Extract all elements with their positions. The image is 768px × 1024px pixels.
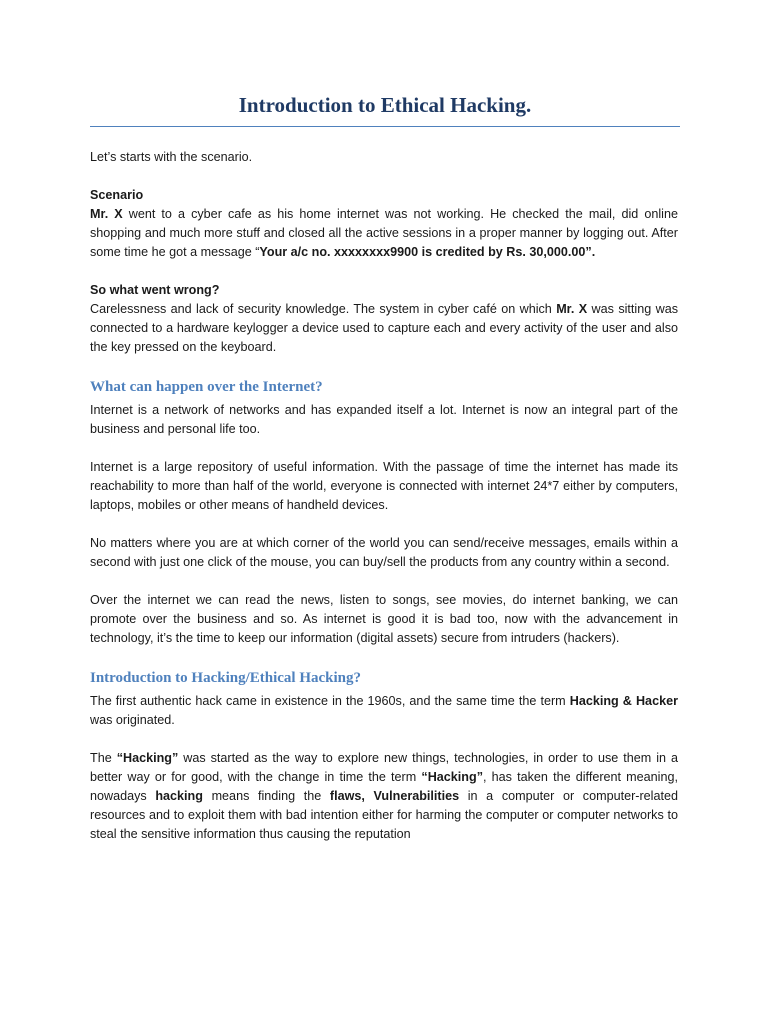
scenario-message: Your a/c no. xxxxxxxx9900 is credited by Rs. 30,000.00”.: [259, 245, 596, 259]
spacer: [90, 262, 678, 281]
text-run: was originated.: [90, 713, 175, 727]
bold-term: “Hacking”: [421, 770, 483, 784]
internet-paragraph-4: Over the internet we can read the news, listen to songs, see movies, do internet banking, we can promote over the business and so. As internet is good it is bad too, now with the advancement in technology, it’s the time to keep our information (digital assets) secure from intruders (hackers).: [90, 593, 678, 645]
text-run: in a computer or computer-related resources and to exploit them with bad intention either for harming the computer or computer networks to steal the sensitive information thus causing the reputation: [90, 789, 678, 841]
bold-term: hacking: [155, 789, 203, 803]
spacer: [90, 730, 678, 749]
person-name: Mr. X: [556, 302, 588, 316]
intro-paragraph: Let’s starts with the scenario.: [90, 150, 253, 164]
spacer: [90, 515, 678, 534]
internet-paragraph-2: Internet is a large repository of useful information. With the passage of time the internet has made its reachability to more than half of the world, everyone is connected with internet 24*7 either by computers, laptops, mobiles or other means of handheld devices.: [90, 460, 678, 512]
wrong-text-a: Carelessness and lack of security knowledge. The system in cyber café on which: [90, 302, 557, 316]
hacking-paragraph-2: [90, 749, 678, 844]
internet-paragraph-1: Internet is a network of networks and has expanded itself a lot. Internet is now an integral part of the business and personal life too.: [90, 403, 678, 436]
spacer: [90, 439, 678, 458]
text-run: The first authentic hack came in existence in the 1960s, and the same time the term: [90, 694, 570, 708]
spacer: [90, 167, 678, 186]
text-run: was started as the way to explore new things, technologies, in order to use them in a better way or for good, with the change in time the term: [90, 751, 678, 784]
text-run: The: [90, 751, 117, 765]
title-divider: [90, 126, 680, 127]
scenario-text: went to a cyber cafe as his home internet was not working. He checked the mail, did online shopping and much more stuff and closed all the active sessions in a proper manner by logging out. After some time he got a message “: [90, 207, 678, 259]
document-body: [90, 148, 678, 844]
wrong-text-b: was sitting was connected to a hardware keylogger a device used to capture each and every activity of the user and also the key pressed on the keyboard.: [90, 302, 678, 354]
section-heading-internet: What can happen over the Internet?: [90, 379, 323, 395]
text-run: , has taken the different meaning, nowadays: [90, 770, 678, 803]
bold-term: Hacking & Hacker: [569, 694, 678, 708]
section-heading-wrap: [90, 669, 678, 688]
internet-paragraph-3: No matters where you are at which corner of the world you can send/receive messages, emails within a second with just one click of the mouse, you can buy/sell the products from any country within a second.: [90, 536, 678, 569]
person-name: Mr. X: [90, 207, 123, 221]
section-heading-wrap: [90, 378, 678, 397]
wrong-paragraph: [90, 300, 678, 357]
bold-term: “Hacking”: [116, 751, 179, 765]
bold-term: flaws, Vulnerabilities: [329, 789, 460, 803]
hacking-paragraph-1: [90, 692, 678, 730]
wrong-heading: So what went wrong?: [90, 283, 220, 297]
scenario-heading: Scenario: [90, 188, 144, 202]
scenario-paragraph: [90, 205, 678, 262]
spacer: [90, 572, 678, 591]
page-title: Introduction to Ethical Hacking.: [238, 93, 532, 117]
section-heading-hacking: Introduction to Hacking/Ethical Hacking?: [90, 670, 362, 686]
text-run: means finding the: [202, 789, 330, 803]
